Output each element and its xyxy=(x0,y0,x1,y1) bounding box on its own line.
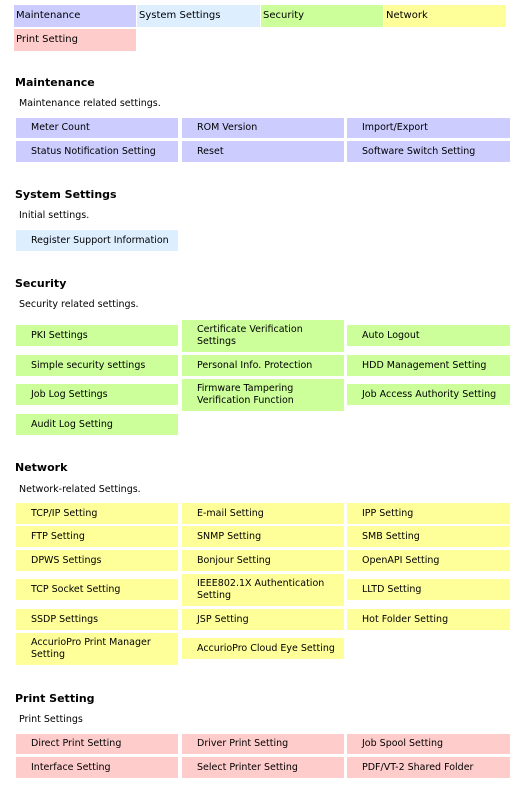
tab-print-setting[interactable]: Print Setting xyxy=(14,29,136,51)
smb-setting-button[interactable]: SMB Setting xyxy=(347,526,510,547)
auto-logout-button[interactable]: Auto Logout xyxy=(347,325,510,346)
section-title-network: Network xyxy=(15,461,68,474)
tab-maintenance[interactable]: Maintenance xyxy=(14,5,136,27)
rom-version-button[interactable]: ROM Version xyxy=(182,118,344,138)
tab-security[interactable]: Security xyxy=(261,5,383,27)
section-desc-system-settings: Initial settings. xyxy=(19,210,90,221)
register-support-information-button[interactable]: Register Support Information xyxy=(16,230,178,251)
tcp-socket-setting-button[interactable]: TCP Socket Setting xyxy=(16,579,178,600)
audit-log-setting-button[interactable]: Audit Log Setting xyxy=(16,414,178,435)
driver-print-setting-button[interactable]: Driver Print Setting xyxy=(182,734,344,754)
hdd-management-setting-button[interactable]: HDD Management Setting xyxy=(347,355,510,376)
ssdp-settings-button[interactable]: SSDP Settings xyxy=(16,609,178,630)
tab-system-settings[interactable]: System Settings xyxy=(137,5,260,27)
status-notification-setting-button[interactable]: Status Notification Setting xyxy=(16,141,178,162)
tcp-ip-setting-button[interactable]: TCP/IP Setting xyxy=(16,503,178,524)
tab-network[interactable]: Network xyxy=(384,5,506,27)
dpws-settings-button[interactable]: DPWS Settings xyxy=(16,550,178,571)
openapi-setting-button[interactable]: OpenAPI Setting xyxy=(347,550,510,571)
section-desc-network: Network-related Settings. xyxy=(19,484,141,495)
job-log-settings-button[interactable]: Job Log Settings xyxy=(16,384,178,405)
section-desc-maintenance: Maintenance related settings. xyxy=(19,98,161,109)
pki-settings-button[interactable]: PKI Settings xyxy=(16,325,178,346)
simple-security-settings-button[interactable]: Simple security settings xyxy=(16,355,178,376)
jsp-setting-button[interactable]: JSP Setting xyxy=(182,609,344,630)
section-desc-security: Security related settings. xyxy=(19,299,139,310)
meter-count-button[interactable]: Meter Count xyxy=(16,118,178,138)
ftp-setting-button[interactable]: FTP Setting xyxy=(16,526,178,547)
section-title-maintenance: Maintenance xyxy=(15,76,95,89)
bonjour-setting-button[interactable]: Bonjour Setting xyxy=(182,550,344,571)
personal-info-protection-button[interactable]: Personal Info. Protection xyxy=(182,355,344,376)
pdf-vt2-shared-folder-button[interactable]: PDF/VT-2 Shared Folder xyxy=(347,757,510,778)
job-access-authority-setting-button[interactable]: Job Access Authority Setting xyxy=(347,384,510,405)
accuriopro-cloud-eye-setting-button[interactable]: AccurioPro Cloud Eye Setting xyxy=(182,638,344,659)
software-switch-setting-button[interactable]: Software Switch Setting xyxy=(347,141,510,162)
reset-button[interactable]: Reset xyxy=(182,141,344,162)
ieee8021x-authentication-setting-button[interactable]: IEEE802.1X Authentication Setting xyxy=(182,574,344,606)
snmp-setting-button[interactable]: SNMP Setting xyxy=(182,526,344,547)
job-spool-setting-button[interactable]: Job Spool Setting xyxy=(347,734,510,754)
ipp-setting-button[interactable]: IPP Setting xyxy=(347,503,510,524)
hot-folder-setting-button[interactable]: Hot Folder Setting xyxy=(347,609,510,630)
email-setting-button[interactable]: E-mail Setting xyxy=(182,503,344,524)
select-printer-setting-button[interactable]: Select Printer Setting xyxy=(182,757,344,778)
import-export-button[interactable]: Import/Export xyxy=(347,118,510,138)
firmware-tampering-verification-button[interactable]: Firmware Tampering Verification Function xyxy=(182,379,344,411)
accuriopro-print-manager-setting-button[interactable]: AccurioPro Print Manager Setting xyxy=(16,633,178,665)
section-desc-print-setting: Print Settings xyxy=(19,714,83,725)
section-title-print-setting: Print Setting xyxy=(15,692,95,705)
certificate-verification-settings-button[interactable]: Certificate Verification Settings xyxy=(182,320,344,352)
section-title-system-settings: System Settings xyxy=(15,188,117,201)
interface-setting-button[interactable]: Interface Setting xyxy=(16,757,178,778)
section-title-security: Security xyxy=(15,277,67,290)
direct-print-setting-button[interactable]: Direct Print Setting xyxy=(16,734,178,754)
lltd-setting-button[interactable]: LLTD Setting xyxy=(347,579,510,600)
